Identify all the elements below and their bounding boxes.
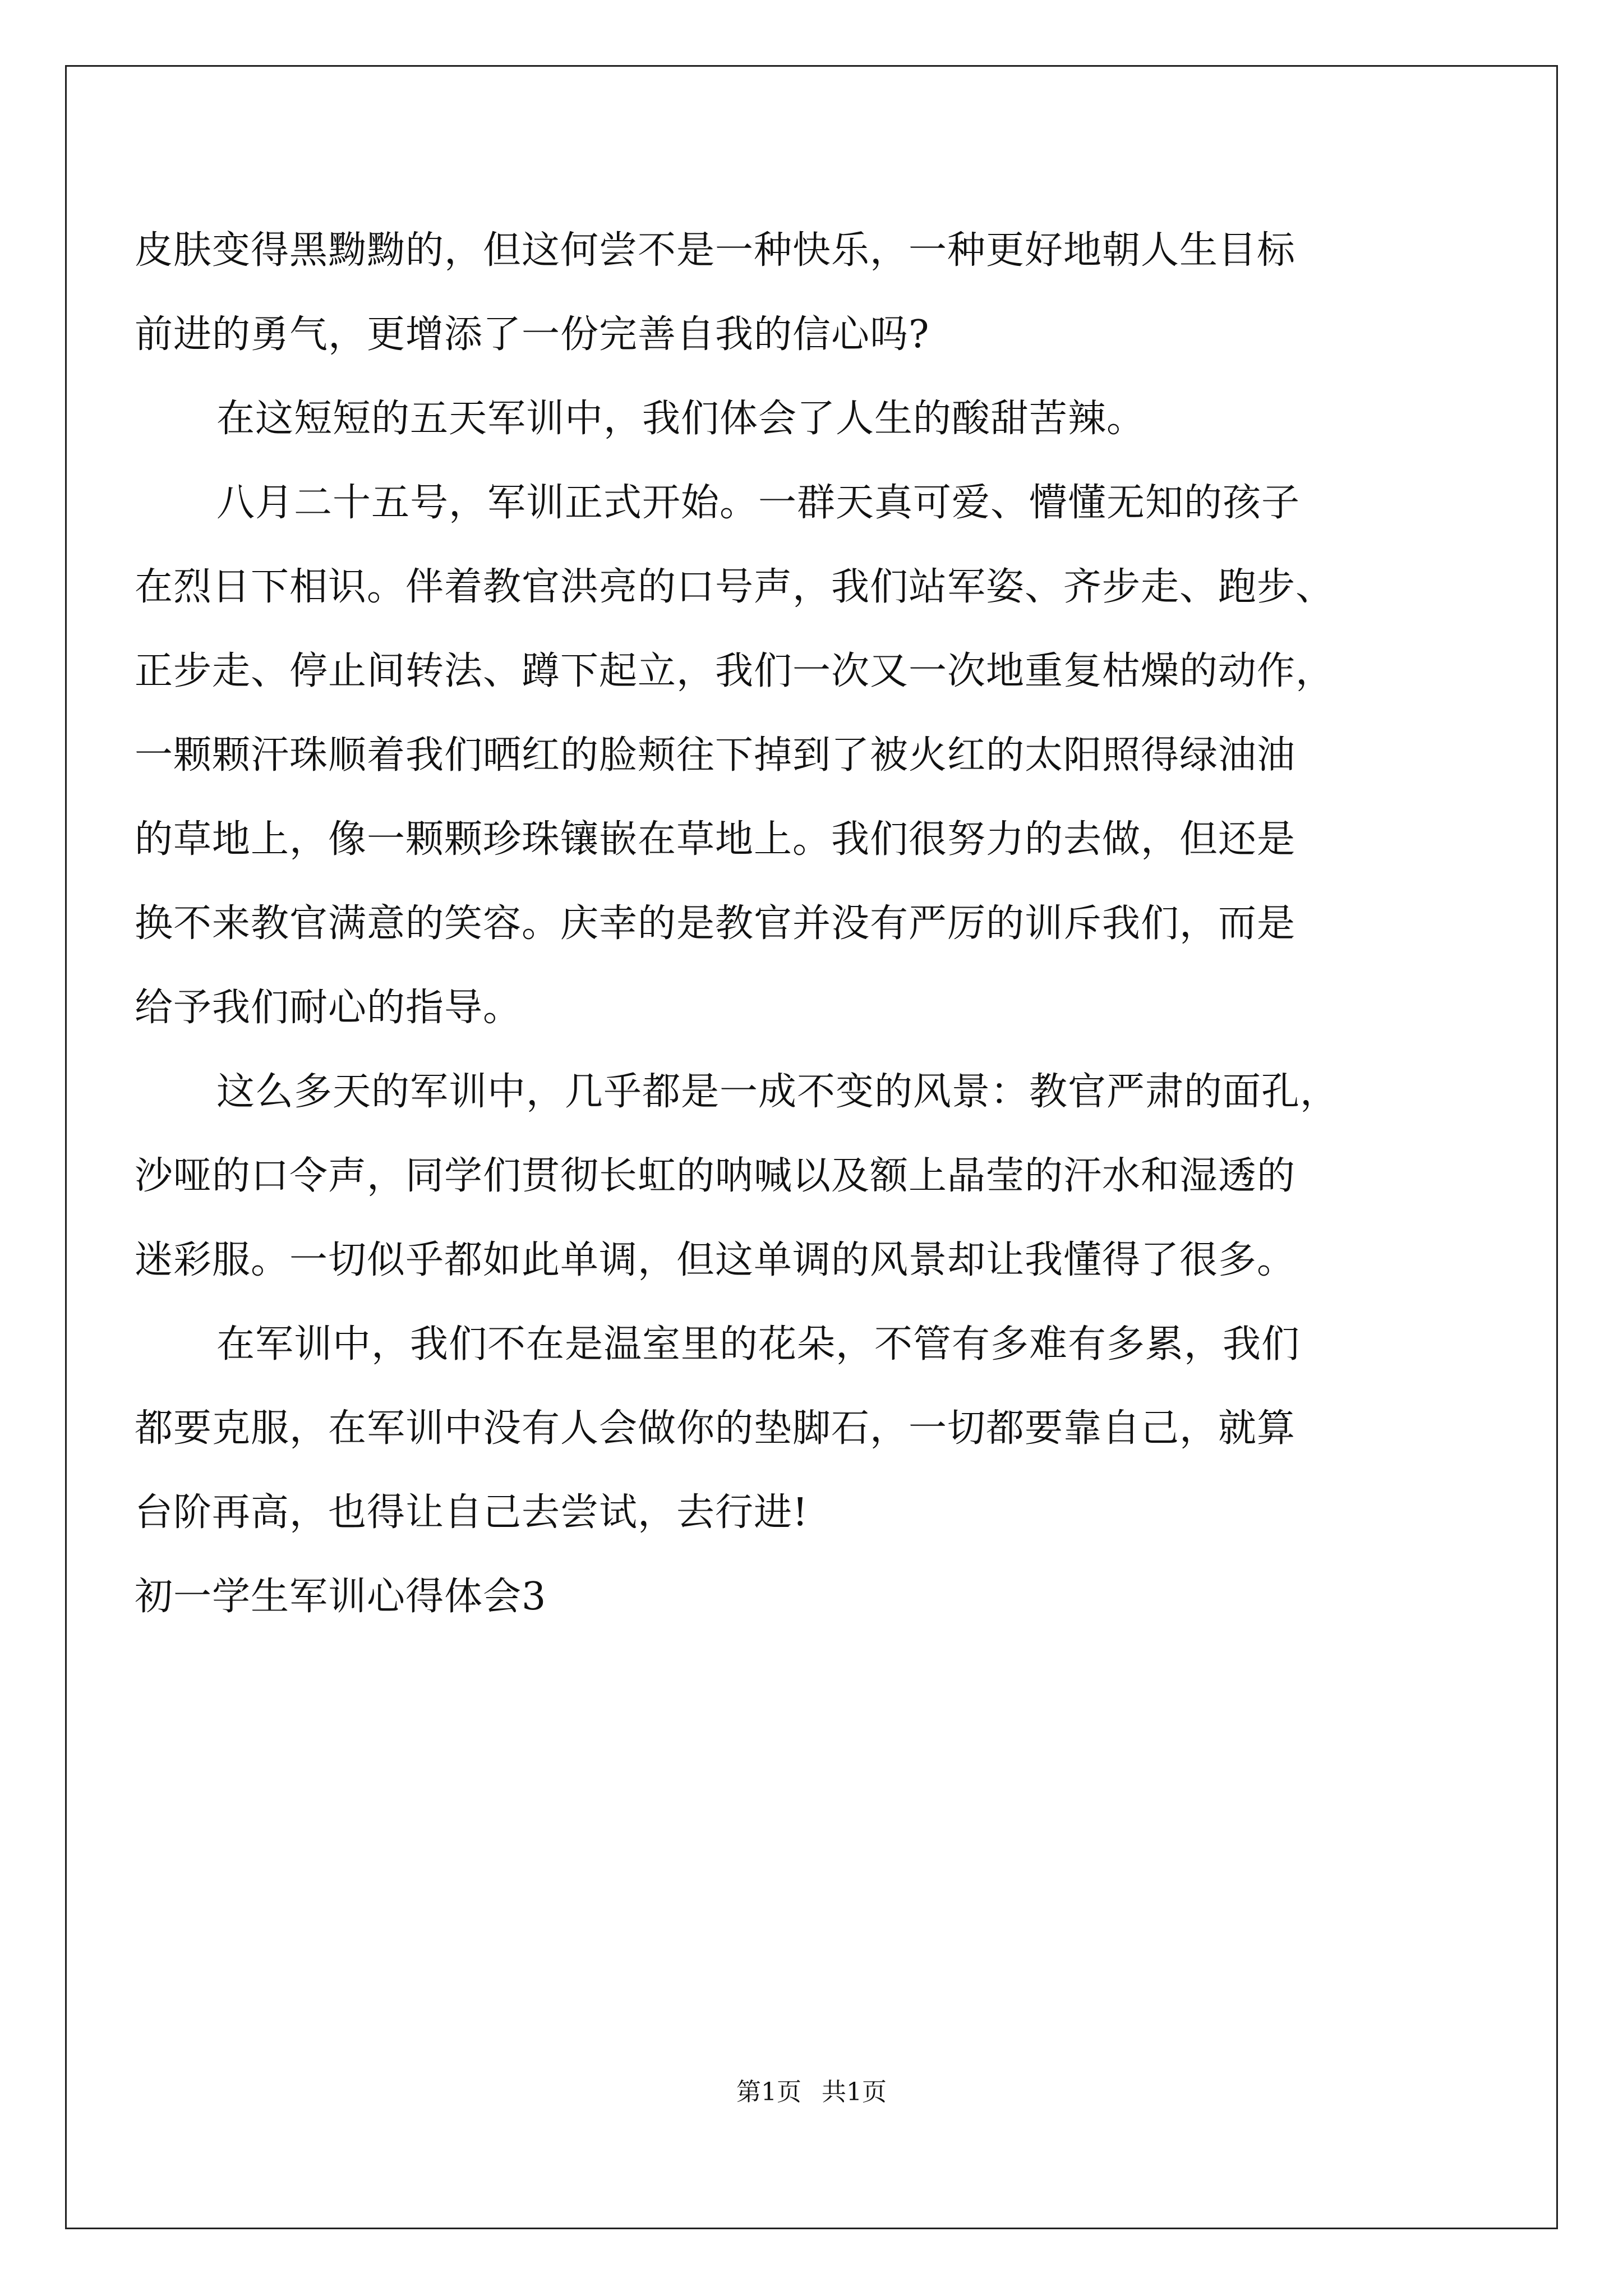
paragraph-start-line: 这么多天的军训中，几乎都是一成不变的风景：教官严肃的面孔， [216, 1070, 1339, 1114]
text-line: 的草地上，像一颗颗珍珠镶嵌在草地上。我们很努力的去做，但还是 [135, 817, 1296, 862]
page-number-total: 共1页 [822, 2078, 887, 2106]
text-line: 都要克服，在军训中没有人会做你的垫脚石，一切都要靠自己，就算 [135, 1406, 1296, 1451]
paragraph-start-line: 在军训中，我们不在是温室里的花朵，不管有多难有多累，我们 [216, 1322, 1301, 1366]
text-line: 给予我们耐心的指导。 [135, 986, 522, 1030]
text-line: 迷彩服。一切似乎都如此单调，但这单调的风景却让我懂得了很多。 [135, 1238, 1296, 1282]
text-line: 正步走、停止间转法、蹲下起立，我们一次又一次地重复枯燥的动作， [135, 649, 1335, 693]
page-number-current: 第1页 [736, 2078, 801, 2106]
section-heading: 初一学生军训心得体会3 [135, 1575, 547, 1619]
text-line: 换不来教官满意的笑容。庆幸的是教官并没有严厉的训斥我们，而是 [135, 901, 1296, 946]
paragraph-start-line: 在这短短的五天军训中，我们体会了人生的酸甜苦辣。 [216, 397, 1146, 441]
page-footer [0, 2076, 1623, 2109]
text-line: 台阶再高，也得让自己去尝试，去行进! [135, 1490, 809, 1535]
text-line: 皮肤变得黑黝黝的，但这何尝不是一种快乐，一种更好地朝人生目标 [135, 228, 1296, 273]
text-line: 沙哑的口令声，同学们贯彻长虹的呐喊以及额上晶莹的汗水和湿透的 [135, 1154, 1296, 1198]
text-line: 前进的勇气，更增添了一份完善自我的信心吗? [135, 312, 930, 357]
paragraph-start-line: 八月二十五号，军训正式开始。一群天真可爱、懵懂无知的孩子 [216, 481, 1301, 525]
text-line: 在烈日下相识。伴着教官洪亮的口号声，我们站军姿、齐步走、跑步、 [135, 565, 1335, 609]
text-line: 一颗颗汗珠顺着我们晒红的脸颊往下掉到了被火红的太阳照得绿油油 [135, 733, 1296, 777]
